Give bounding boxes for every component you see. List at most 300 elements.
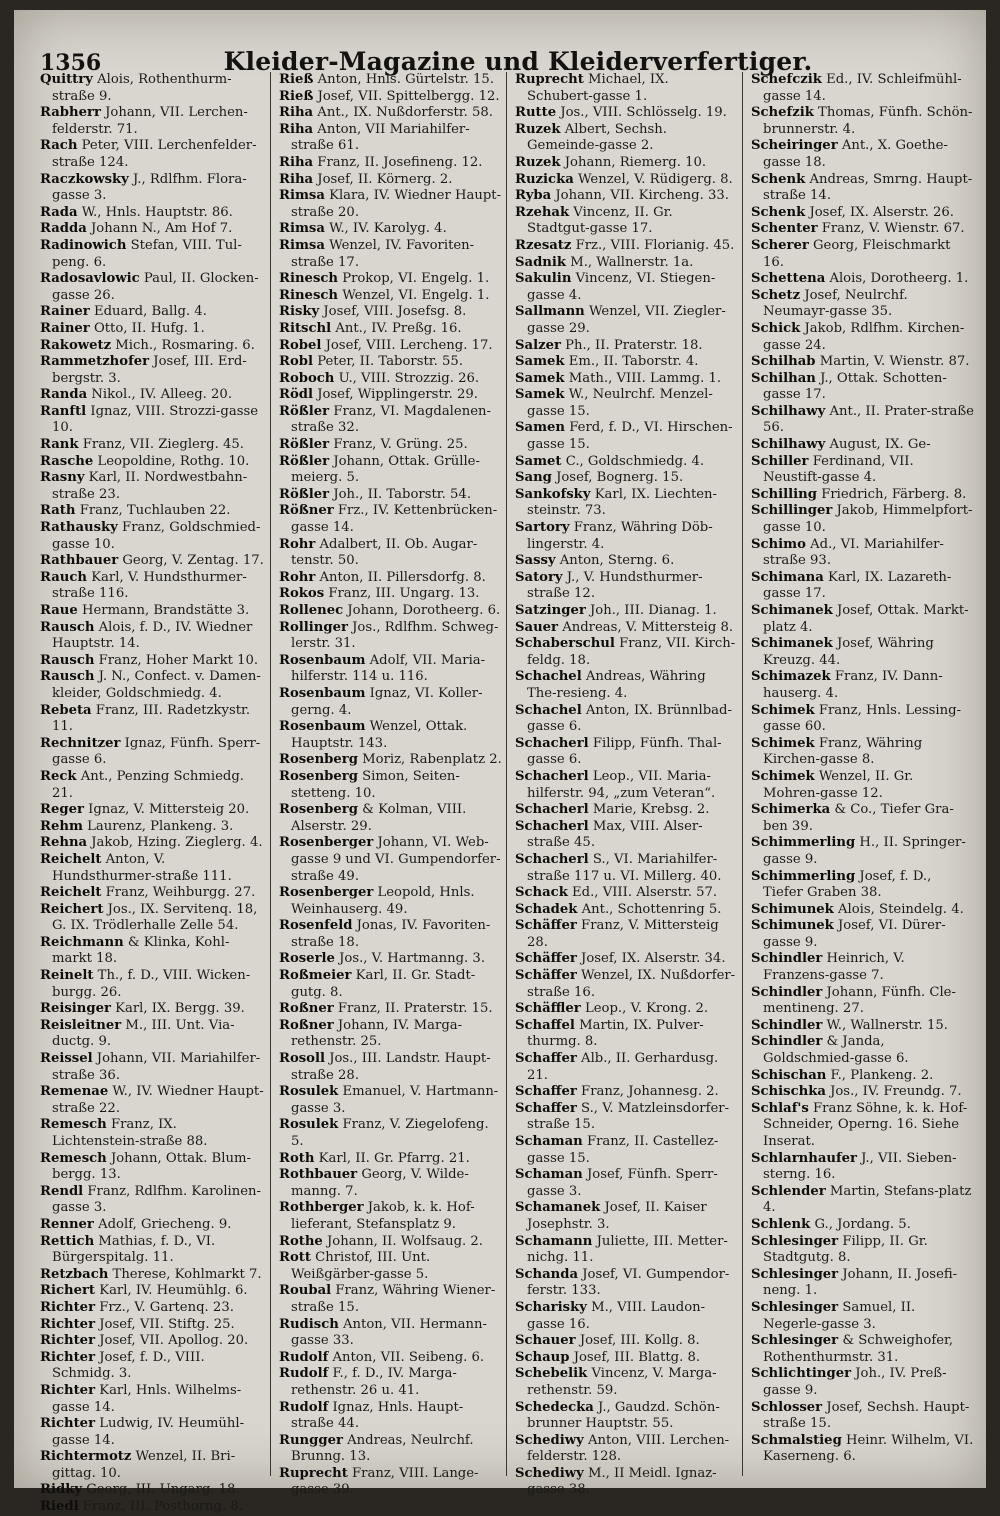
directory-entry	[515, 354, 738, 371]
entry-name: Schick	[751, 320, 801, 336]
entry-details: Heinr. Wilhelm, VI. Kaserneng. 6.	[763, 1432, 974, 1465]
directory-entry	[515, 1167, 738, 1200]
entry-details: Otto, II. Hufg. 1.	[89, 320, 205, 336]
entry-name: Robl	[279, 354, 313, 370]
entry-details: Eduard, Ballg. 4.	[89, 304, 207, 320]
directory-entry	[40, 354, 266, 387]
directory-entry	[751, 1433, 974, 1466]
entry-name: Schauer	[515, 1333, 576, 1349]
entry-details: Jakob, Rdlfhm. Kirchen-gasse 24.	[763, 320, 965, 353]
entry-details: Josef, f. D., VIII. Schmidg. 3.	[52, 1349, 205, 1382]
entry-name: Sang	[515, 470, 552, 486]
entry-name: Schacherl	[515, 802, 589, 818]
entry-details: J. N., Confect. v. Damen-kleider, Goldschmiedg. 4.	[52, 669, 261, 701]
entry-name: Rendl	[40, 1183, 84, 1199]
entry-details: Anton, V. Hundsthurmer-straße 111.	[52, 851, 232, 884]
directory-entry	[279, 885, 502, 918]
entry-details: Jos., VIII. Schlösselg. 19.	[556, 105, 727, 121]
entry-name: Rzesatz	[515, 237, 572, 253]
directory-entry	[279, 918, 502, 951]
entry-details: Therese, Kohlmarkt 7.	[108, 1266, 262, 1282]
entry-name: Schimazek	[751, 669, 831, 685]
directory-entry	[40, 802, 266, 819]
directory-entry	[751, 985, 974, 1018]
entry-details: Vincenz, V. Marga-rethenstr. 59.	[527, 1366, 717, 1398]
entry-details: Franz, Weihburgg. 27.	[101, 885, 256, 901]
entry-details: Georg, Fleischmarkt 16.	[763, 237, 951, 270]
directory-entry	[751, 221, 974, 238]
entry-details: Josef, II. Kaiser Josephstr. 3.	[527, 1200, 707, 1232]
directory-entry	[279, 1018, 502, 1051]
entry-details: Johann, VII. Kircheng. 33.	[551, 188, 729, 204]
entry-details: Franz, Währing Wiener-straße 15.	[291, 1283, 496, 1315]
directory-entry	[751, 902, 974, 919]
entry-name: Ruprecht	[515, 72, 584, 87]
entry-details: Ph., II. Praterstr. 18.	[560, 337, 703, 353]
entry-details: Andreas, V. Mittersteig 8.	[558, 619, 734, 635]
entry-name: Schilling	[751, 486, 817, 502]
directory-entry	[40, 1333, 266, 1350]
entry-details: Georg, V. Wilde-manng. 7.	[291, 1167, 469, 1199]
entry-name: Roboch	[279, 370, 335, 386]
entry-name: Rohr	[279, 569, 316, 585]
entry-name: Rada	[40, 204, 78, 220]
entry-details: M., Wallnerstr. 1a.	[566, 254, 694, 270]
directory-entry	[751, 437, 974, 454]
entry-name: Rinesch	[279, 271, 338, 287]
entry-details: Franz, V. Mittersteig 28.	[527, 918, 719, 950]
directory-entry	[279, 686, 502, 719]
entry-details: G., Jordang. 5.	[810, 1216, 911, 1232]
entry-details: Franz, II. Castellez-gasse 15.	[527, 1134, 719, 1166]
directory-entry	[279, 155, 502, 172]
entry-details: & Klinka, Kohl-markt 18.	[52, 934, 230, 967]
entry-details: J., V. Hundsthurmer-straße 12.	[527, 569, 703, 602]
directory-entry	[515, 669, 738, 702]
entry-name: Schaffer	[515, 1051, 577, 1067]
directory-entry	[515, 1234, 738, 1267]
entry-name: Rothbauer	[279, 1167, 358, 1183]
entry-name: Rungger	[279, 1432, 343, 1448]
directory-entry	[515, 553, 738, 570]
entry-name: Rechnitzer	[40, 735, 121, 751]
entry-name: Satzinger	[515, 603, 586, 618]
entry-details: Ludwig, IV. Heumühl-gasse 14.	[52, 1416, 245, 1448]
directory-entry	[279, 1466, 502, 1499]
entry-name: Schaffel	[515, 1017, 575, 1033]
entry-details: Josef, IX. Alserstr. 34.	[576, 951, 726, 967]
directory-entry	[751, 105, 974, 138]
entry-details: Franz, V. Grüng. 25.	[329, 437, 468, 453]
entry-name: Sakulin	[515, 271, 572, 287]
directory-entry	[751, 1018, 974, 1035]
entry-details: Johann, II. Josefi-neng. 1.	[763, 1266, 958, 1299]
directory-entry	[279, 802, 502, 835]
entry-details: Josef, Neulrchf. Neumayr-gasse 35.	[763, 287, 908, 320]
entry-name: Schlender	[751, 1183, 826, 1199]
directory-entry	[40, 387, 266, 404]
directory-entry	[279, 968, 502, 1001]
entry-details: Jos., IV. Freundg. 7.	[825, 1084, 962, 1100]
entry-details: Ignaz, Fünfh. Sperr-gasse 6.	[52, 735, 261, 768]
entry-name: Schedecka	[515, 1399, 594, 1415]
entry-name: Schenk	[751, 171, 806, 187]
entry-details: Klara, IV. Wiedner Haupt-straße 20.	[291, 188, 502, 220]
entry-name: Schaman	[515, 1167, 583, 1183]
directory-entry	[40, 205, 266, 222]
entry-name: Ruzicka	[515, 171, 574, 187]
directory-entry	[40, 271, 266, 304]
directory-entry	[279, 570, 502, 587]
entry-name: Schindler	[751, 951, 823, 967]
entry-details: Josef, Wipplingerstr. 29.	[313, 387, 478, 403]
entry-name: Schlosser	[751, 1399, 823, 1415]
entry-name: Rauch	[40, 569, 88, 585]
directory-entry	[40, 321, 266, 338]
directory-entry	[40, 653, 266, 670]
entry-details: Josef, III. Kollg. 8.	[575, 1333, 700, 1349]
entry-details: Martin, IX. Pulver-thurmg. 8.	[527, 1017, 704, 1050]
entry-details: Alb., II. Gerhardusg. 21.	[527, 1051, 719, 1083]
entry-name: Roßner	[279, 1001, 334, 1017]
entry-name: Richter	[40, 1382, 96, 1398]
entry-name: Reichelt	[40, 885, 102, 901]
entry-name: Rosenbaum	[279, 719, 366, 735]
entry-name: Ruzek	[515, 154, 561, 170]
entry-details: Franz, VII. Kirch-feldg. 18.	[527, 636, 736, 668]
entry-name: Rimsa	[279, 221, 325, 237]
directory-entry	[515, 819, 738, 852]
entry-details: August, IX. Ge-	[825, 437, 931, 453]
entry-name: Rosenfeld	[279, 918, 353, 934]
entry-name: Schischka	[751, 1084, 826, 1100]
entry-details: & Kolman, VIII. Alserstr. 29.	[291, 802, 467, 834]
entry-name: Schlesinger	[751, 1266, 839, 1282]
entry-name: Schilhab	[751, 354, 816, 370]
entry-name: Rudolf	[279, 1349, 329, 1365]
entry-details: Josef, Sechsh. Haupt-straße 15.	[763, 1399, 970, 1432]
entry-name: Schimmerling	[751, 835, 856, 851]
directory-entry	[279, 1234, 502, 1251]
entry-details: Jos., Rdlfhm. Schweg-lerstr. 31.	[291, 619, 499, 652]
entry-name: Rollinger	[279, 619, 348, 635]
entry-name: Schebelik	[515, 1366, 588, 1382]
entry-details: Franz, VIII. Lange-gasse 39.	[291, 1465, 479, 1498]
entry-details: Anton, IX. Brünnlbad-gasse 6.	[527, 702, 732, 735]
entry-details: Josef, Fünfh. Sperr-gasse 3.	[527, 1167, 718, 1199]
entry-details: Frz., V. Gartenq. 23.	[95, 1299, 234, 1315]
entry-name: Rehna	[40, 835, 88, 851]
directory-entry	[751, 703, 974, 736]
entry-name: Schanda	[515, 1266, 579, 1282]
entry-details: Alois, Steindelg. 4.	[833, 901, 964, 917]
directory-entry	[279, 537, 502, 570]
directory-entry	[40, 902, 266, 935]
entry-name: Radosavlowic	[40, 271, 140, 287]
entry-details: Johann, Dorotheerg. 6.	[343, 603, 501, 618]
entry-details: Franz, V. Wienstr. 67.	[817, 221, 965, 237]
entry-name: Rimsa	[279, 237, 325, 253]
entry-details: J., Gaudzd. Schön-brunner Hauptstr. 55.	[527, 1399, 720, 1432]
directory-entry	[751, 1068, 974, 1085]
entry-details: Ignaz, VIII. Strozzi-gasse 10.	[52, 403, 259, 436]
directory-entry	[751, 1267, 974, 1300]
entry-details: Peter, II. Taborstr. 55.	[313, 354, 464, 370]
directory-entry	[751, 869, 974, 902]
directory-entry	[515, 1200, 738, 1233]
entry-details: Franz, V. Ziegelofeng. 5.	[291, 1117, 489, 1149]
entry-name: Renner	[40, 1216, 94, 1232]
entry-name: Schlesinger	[751, 1333, 839, 1349]
directory-entry	[279, 188, 502, 221]
directory-entry	[279, 487, 502, 504]
entry-details: Samuel, II. Negerle-gasse 3.	[763, 1299, 916, 1332]
directory-entry	[515, 304, 738, 337]
directory-entry	[279, 321, 502, 338]
directory-entry	[751, 1333, 974, 1366]
directory-entry	[515, 1134, 738, 1167]
directory-entry	[751, 1084, 974, 1101]
directory-entry	[515, 852, 738, 885]
entry-name: Rainer	[40, 320, 90, 336]
directory-entry	[279, 719, 502, 752]
entry-name: Schindler	[751, 984, 823, 1000]
entry-details: Adolf, VII. Maria-hilferstr. 114 u. 116.	[291, 652, 486, 685]
entry-name: Rakowetz	[40, 337, 112, 353]
entry-name: Schimunek	[751, 918, 834, 934]
directory-entry	[751, 172, 974, 205]
entry-details: Filipp, Fünfh. Thal-gasse 6.	[527, 735, 722, 768]
entry-details: Josef, f. D., Tiefer Graben 38.	[763, 868, 932, 901]
directory-entry	[751, 205, 974, 222]
directory-entry	[40, 437, 266, 454]
directory-entry	[40, 1383, 266, 1416]
directory-entry	[279, 1117, 502, 1150]
entry-details: Johann N., Am Hof 7.	[86, 221, 233, 237]
directory-entry	[751, 802, 974, 835]
entry-details: Ferd, f. D., VI. Hirschen-gasse 15.	[527, 420, 733, 453]
directory-entry	[40, 669, 266, 702]
entry-name: Sartory	[515, 520, 570, 536]
entry-details: Andreas, Smrng. Haupt-straße 14.	[763, 171, 973, 204]
entry-details: Josef, Ottak. Markt-platz 4.	[763, 603, 969, 635]
directory-entry	[751, 835, 974, 868]
directory-entry	[40, 304, 266, 321]
directory-entry	[751, 736, 974, 769]
directory-entry	[751, 570, 974, 603]
entry-name: Reisinger	[40, 1001, 111, 1017]
directory-entry	[40, 238, 266, 271]
entry-details: Ant., II. Prater-straße 56.	[763, 403, 974, 436]
entry-details: Joh., IV. Preß-gasse 9.	[763, 1366, 947, 1398]
entry-details: Franz, Goldschmied-gasse 10.	[52, 520, 261, 552]
directory-entry	[515, 736, 738, 769]
entry-details: Karl, II. Nordwestbahn-straße 23.	[52, 470, 248, 502]
entry-details: Emanuel, V. Hartmann-gasse 3.	[291, 1084, 499, 1116]
entry-name: Rieß	[279, 72, 314, 87]
directory-entry	[751, 951, 974, 984]
entry-details: Ignaz, V. Mittersteig 20.	[83, 802, 250, 818]
directory-entry	[40, 1117, 266, 1150]
directory-entry	[751, 669, 974, 702]
entry-name: Schaffer	[515, 1100, 577, 1116]
directory-entry	[515, 1333, 738, 1350]
entry-details: Alois, Rothenthurm-straße 9.	[52, 72, 232, 104]
directory-entry	[40, 470, 266, 503]
entry-name: Schenk	[751, 204, 806, 220]
directory-entry	[279, 503, 502, 536]
entry-details: Em., II. Taborstr. 4.	[564, 354, 699, 370]
entry-details: Ed., IV. Schleifmühl-gasse 14.	[763, 72, 962, 104]
entry-name: Schaffer	[515, 1084, 577, 1100]
entry-details: W., IV. Karolyg. 4.	[324, 221, 447, 237]
directory-entry	[40, 1217, 266, 1234]
directory-entry	[40, 1449, 266, 1482]
directory-entry	[40, 553, 266, 570]
directory-entry	[751, 1101, 974, 1151]
entry-details: Wenzel, II. Bri-gittag. 10.	[52, 1449, 236, 1481]
directory-entry	[40, 1499, 266, 1516]
entry-name: Schmalstieg	[751, 1432, 842, 1448]
directory-entry	[515, 1400, 738, 1433]
directory-entry	[515, 1001, 738, 1018]
entry-name: Rammetzhofer	[40, 354, 150, 370]
directory-entry	[751, 138, 974, 171]
directory-entry	[40, 221, 266, 238]
entry-name: Rott	[279, 1250, 311, 1266]
entry-details: Wenzel, VI. Engelg. 1.	[338, 287, 490, 303]
directory-entry	[279, 1433, 502, 1466]
entry-name: Schacherl	[515, 851, 589, 867]
entry-name: Schäffler	[515, 1001, 581, 1017]
entry-details: Karl, II. Gr. Stadt-gutg. 8.	[291, 968, 476, 1000]
entry-details: Josef, II. Körnerg. 2.	[313, 171, 453, 187]
entry-details: Leopoldine, Rothg. 10.	[93, 453, 250, 469]
entry-details: Marie, Krebsg. 2.	[588, 802, 710, 818]
entry-name: Ruprecht	[279, 1465, 348, 1481]
entry-name: Rieß	[279, 88, 314, 104]
entry-name: Rabherr	[40, 105, 101, 121]
entry-name: Rothberger	[279, 1200, 364, 1216]
directory-entry	[515, 1350, 738, 1367]
entry-details: Karl, IX. Lazareth-gasse 17.	[763, 569, 952, 602]
entry-details: Wenzel, IV. Favoriten-straße 17.	[291, 237, 475, 270]
directory-entry	[279, 1366, 502, 1399]
directory-entry	[751, 503, 974, 536]
directory-entry	[40, 769, 266, 802]
entry-name: Schischan	[751, 1067, 827, 1083]
entry-name: Richter	[40, 1333, 96, 1349]
directory-entry	[751, 1400, 974, 1433]
entry-details: Th., f. D., VIII. Wicken-burgg. 26.	[52, 968, 251, 1000]
entry-details: Anton, Hnls. Gürtelstr. 15.	[313, 72, 495, 87]
directory-entry	[40, 1283, 266, 1300]
entry-name: Rathausky	[40, 520, 118, 536]
directory-entry	[279, 221, 502, 238]
entry-name: Ritschl	[279, 320, 332, 336]
entry-details: Adolf, Griecheng. 9.	[93, 1216, 232, 1232]
entry-name: Sauer	[515, 619, 558, 635]
directory-entry	[40, 105, 266, 138]
entry-details: H., II. Springer-gasse 9.	[763, 835, 966, 867]
entry-details: Franz, III. Radetzkystr. 11.	[52, 702, 251, 735]
entry-details: Franz, VII. Zieglerg. 45.	[78, 437, 244, 453]
entry-name: Richert	[40, 1283, 96, 1299]
entry-name: Schimo	[751, 536, 806, 552]
directory-entry	[515, 487, 738, 520]
entry-details: Wenzel, V. Rüdigerg. 8.	[573, 171, 733, 187]
entry-name: Schimanek	[751, 636, 833, 652]
entry-name: Schiller	[751, 453, 809, 469]
directory-entry	[751, 288, 974, 321]
entry-details: Ant., X. Goethe-gasse 18.	[763, 138, 948, 170]
entry-details: S., VI. Mariahilfer-straße 117 u. VI. Millerg. 40.	[527, 851, 722, 884]
entry-details: Franz, Rdlfhm. Karolinen-gasse 3.	[52, 1183, 261, 1216]
entry-details: Laurenz, Plankeng. 3.	[82, 818, 234, 834]
directory-entry	[515, 188, 738, 205]
entry-name: Radinowich	[40, 237, 127, 253]
entry-name: Richter	[40, 1349, 96, 1365]
entry-name: Richtermotz	[40, 1449, 132, 1465]
entry-details: Martin, Stefans-platz 4.	[763, 1183, 972, 1216]
entry-name: Schlaf's	[751, 1100, 809, 1116]
entry-details: Michael, IX. Schubert-gasse 1.	[527, 72, 669, 104]
entry-name: Schenter	[751, 221, 818, 237]
entry-name: Reisleitner	[40, 1017, 122, 1033]
entry-details: Franz, Währing Döb-lingerstr. 4.	[527, 520, 713, 552]
directory-entry	[40, 1001, 266, 1018]
directory-entry	[515, 570, 738, 603]
directory-entry	[279, 105, 502, 122]
directory-entry	[279, 1400, 502, 1433]
directory-entry	[751, 1234, 974, 1267]
directory-entry	[40, 520, 266, 553]
directory-entry	[40, 1018, 266, 1051]
entry-details: & Janda, Goldschmied-gasse 6.	[763, 1034, 909, 1067]
entry-name: Quittry	[40, 72, 93, 87]
directory-entry	[40, 852, 266, 885]
entry-name: Ridky	[40, 1482, 82, 1498]
directory-entry	[515, 902, 738, 919]
directory-entry	[279, 238, 502, 271]
directory-entry	[279, 586, 502, 603]
directory-entry	[279, 1001, 502, 1018]
entry-name: Randa	[40, 387, 88, 403]
entry-details: Peter, VIII. Lerchenfelder-straße 124.	[52, 138, 257, 170]
entry-name: Rinesch	[279, 287, 338, 303]
entry-name: Schamanek	[515, 1200, 601, 1216]
directory-entry	[515, 338, 738, 355]
entry-details: Mich., Rosmaring. 6.	[111, 337, 255, 353]
page-title: Kleider-Magazine und Kleiderverfertiger.	[223, 47, 813, 76]
directory-entry	[751, 769, 974, 802]
entry-name: Schack	[515, 885, 568, 901]
entry-details: M., III. Unt. Via-ductg. 9.	[52, 1017, 235, 1050]
entry-details: Prokop, VI. Engelg. 1.	[338, 271, 490, 287]
entry-name: Schettena	[751, 271, 826, 287]
entry-name: Samen	[515, 420, 566, 436]
directory-entry	[515, 968, 738, 1001]
directory-entry	[279, 271, 502, 288]
directory-entry	[279, 89, 502, 106]
entry-name: Rößler	[279, 453, 330, 469]
entry-name: Schefczik	[751, 72, 822, 87]
entry-name: Rohr	[279, 536, 316, 552]
entry-details: Ignaz, Hnls. Haupt-straße 44.	[291, 1399, 464, 1432]
entry-name: Raczkowsky	[40, 171, 129, 187]
directory-entry	[515, 951, 738, 968]
entry-name: Rößler	[279, 437, 330, 453]
